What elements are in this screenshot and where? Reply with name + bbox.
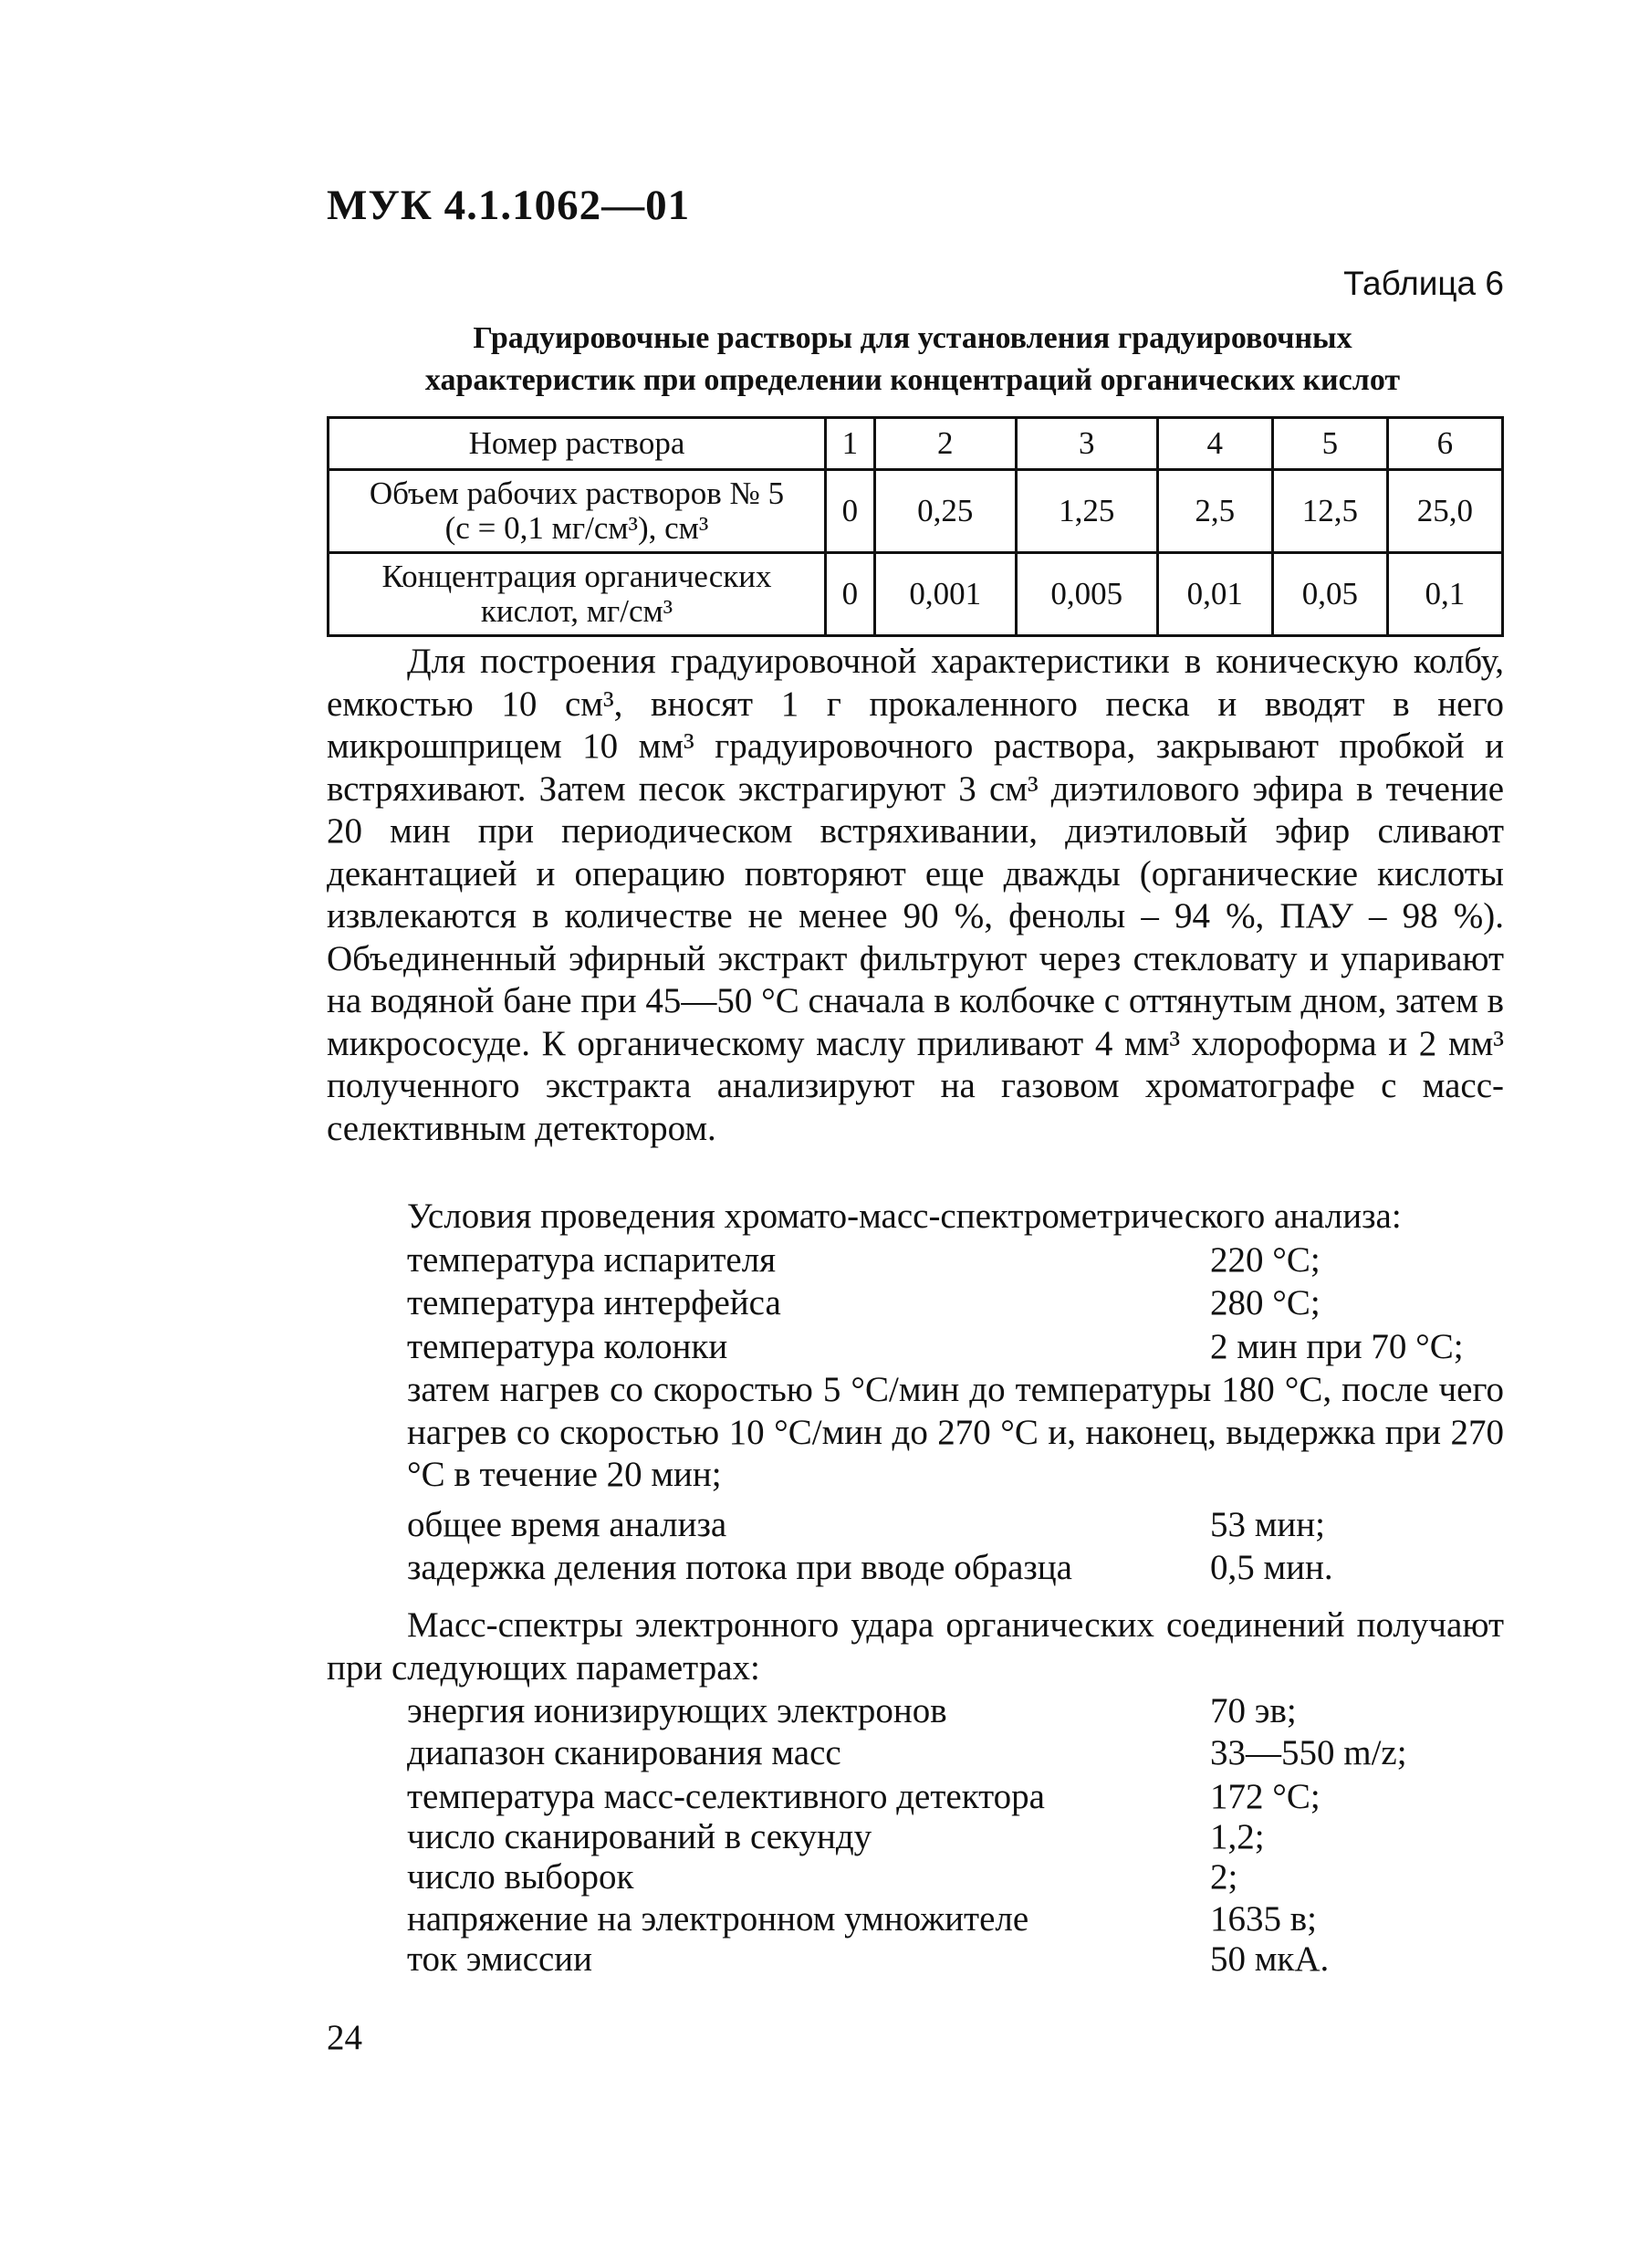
condition-value: 0,5 мин.: [1210, 1548, 1333, 1587]
table-row: [329, 470, 1503, 553]
table-title-line: характеристик при определении концентраций органических кислот: [424, 363, 1401, 397]
condition-row: [407, 1504, 1504, 1546]
ms-param-label: энергия ионизирующих электронов: [407, 1691, 947, 1730]
condition-row: [407, 1326, 1504, 1368]
condition-label: температура колонки: [407, 1327, 728, 1366]
table-cell: 1: [826, 418, 875, 470]
condition-label: температура интерфейса: [407, 1283, 781, 1322]
calibration-table: [327, 416, 1504, 637]
heating-program-text: затем нагрев со скоростью 5 °С/мин до температуры 180 °С, после чего нагрев со скоростью 10 °С/мин до 270 °С и, наконец, выдержка при 270 °С в течение 20 мин;: [407, 1370, 1504, 1494]
ms-param-row: [407, 1776, 1504, 1818]
condition-row: [407, 1282, 1504, 1324]
table-title: [356, 318, 1469, 402]
ms-param-row: [407, 1898, 1504, 1940]
table-row: [329, 553, 1503, 636]
paragraph-calibration-procedure: Для построения градуировочной характеристики в коническую колбу, емкостью 10 см³, вносят 1 г прокаленного песка и вводят в него микрошприцем 10 мм³ градуировочного раствора, закрывают пробкой и встряхивают. Затем песок экстрагируют 3 см³ диэтилового эфира в течение 20 мин при периодическом встряхивании, диэтиловый эфир сливают декантацией и операцию повторяют еще дважды (органические кислоты извлекаются в количестве не менее 90 %, фенолы – 94 %, ПАУ – 98 %). Объединенный эфирный экстракт фильтруют через стекловату и упаривают на водяной бане при 45—50 °С сначала в колбочке с оттянутым дном, затем в микрососуде. К органическому маслу приливают 4 мм³ хлороформа и 2 мм³ полученного экстракта анализируют на газовом хроматографе с масс-селективным детектором.: [327, 642, 1504, 1148]
table-cell: 3: [1016, 418, 1157, 470]
ms-param-label: диапазон сканирования масс: [407, 1733, 841, 1772]
ms-param-value: 50 мкА.: [1210, 1939, 1330, 1979]
condition-row: [407, 1547, 1504, 1589]
table-cell: 0,05: [1272, 553, 1387, 636]
table-row-label-line: кислот, мг/см³: [480, 593, 673, 629]
ms-param-label: ток эмиссии: [407, 1939, 593, 1979]
ms-param-row: [407, 1856, 1504, 1898]
condition-label: температура испарителя: [407, 1240, 777, 1280]
table-cell: 2,5: [1157, 470, 1272, 553]
table-cell: 25,0: [1387, 470, 1502, 553]
table-cell: 0,005: [1016, 553, 1157, 636]
ms-param-value: 1635 в;: [1210, 1899, 1317, 1939]
ms-param-value: 70 эв;: [1210, 1691, 1297, 1730]
table-row: [329, 418, 1503, 470]
ms-param-row: [407, 1939, 1504, 1981]
table-cell: 0,01: [1157, 553, 1272, 636]
condition-value: 2 мин при 70 °С;: [1210, 1327, 1464, 1366]
ms-param-row: [407, 1816, 1504, 1858]
document-code: МУК 4.1.1062—01: [327, 182, 691, 229]
table-cell: 0,25: [874, 470, 1016, 553]
condition-value: 280 °С;: [1210, 1283, 1321, 1322]
condition-label: задержка деления потока при вводе образца: [407, 1548, 1072, 1587]
ms-param-value: 2;: [1210, 1857, 1238, 1897]
table-cell: 0: [826, 470, 875, 553]
table-row-label-line: Объем рабочих растворов № 5: [369, 476, 785, 511]
table-cell: 2: [874, 418, 1016, 470]
condition-label: общее время анализа: [407, 1505, 727, 1544]
table-cell: 12,5: [1272, 470, 1387, 553]
ms-param-value: 1,2;: [1210, 1817, 1265, 1856]
condition-value: 220 °С;: [1210, 1240, 1321, 1280]
paragraph-mass-spectra: Масс-спектры электронного удара органических соединений получают при следующих параметрах:: [327, 1605, 1504, 1688]
table-number: Таблица 6: [1343, 265, 1504, 302]
condition-value: 53 мин;: [1210, 1505, 1326, 1544]
table-cell: 6: [1387, 418, 1502, 470]
table-cell: 4: [1157, 418, 1272, 470]
table-title-line: Градуировочные растворы для установления градуировочных: [473, 321, 1352, 355]
conditions-heading: Условия проведения хромато-масс-спектрометрического анализа:: [407, 1197, 1402, 1236]
ms-param-label: температура масс-селективного детектора: [407, 1777, 1045, 1816]
table-row-label-line: (с = 0,1 мг/см³), см³: [444, 510, 709, 546]
ms-param-label: число выборок: [407, 1857, 634, 1897]
table-row-label: [329, 470, 826, 553]
table-cell: 0,001: [874, 553, 1016, 636]
ms-param-value: 172 °С;: [1210, 1777, 1321, 1816]
table-cell: 5: [1272, 418, 1387, 470]
condition-row: [407, 1239, 1504, 1281]
ms-param-label: число сканирований в секунду: [407, 1817, 872, 1856]
ms-param-value: 33—550 m/z;: [1210, 1733, 1407, 1772]
table-row-label: Номер раствора: [329, 418, 826, 470]
table-cell: 1,25: [1016, 470, 1157, 553]
table-row-label: [329, 553, 826, 636]
page-number: 24: [327, 2018, 362, 2057]
ms-param-row: [407, 1732, 1504, 1774]
table-cell: 0: [826, 553, 875, 636]
table-row-label-line: Концентрация органических: [381, 559, 772, 594]
ms-param-row: [407, 1690, 1504, 1732]
ms-param-label: напряжение на электронном умножителе: [407, 1899, 1029, 1939]
table-cell: 0,1: [1387, 553, 1502, 636]
